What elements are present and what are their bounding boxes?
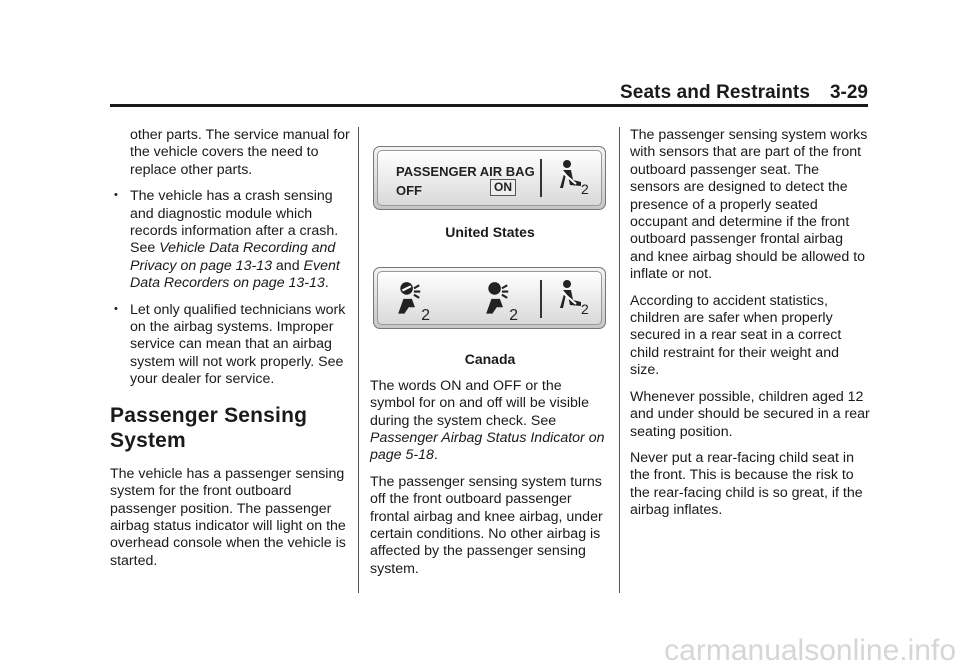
body-paragraph: Never put a rear-facing child seat in the front. This is because the risk to the rear-facing child is so great, if the airbag inflates.: [630, 449, 863, 519]
body-paragraph: The vehicle has a passenger sensing system for the front outboard passenger position. The passenger airbag status indicator will light on the overhead console when the vehicle is started.: [110, 465, 346, 569]
bullet-icon: •: [114, 189, 118, 202]
airbag-indicator-canada: [373, 267, 606, 329]
continued-paragraph: other parts. The service manual for the vehicle covers the need to replace other parts.: [130, 127, 350, 178]
body-paragraph: Whenever possible, children aged 12 and under should be secured in a rear seating position.: [630, 388, 870, 440]
cross-reference-link[interactable]: Passenger Airbag Status Indicator on page 5-18: [370, 430, 605, 464]
column-left: [110, 127, 350, 579]
indicator-divider: [540, 159, 542, 197]
airbag-indicator-us: [373, 146, 606, 210]
column-divider: [619, 127, 620, 593]
figure-caption: Canada: [464, 351, 516, 368]
indicator-divider: [540, 280, 542, 318]
body-paragraph: The passenger sensing system works with sensors that are part of the front outboard passenger seat. The sensors are designed to detect the presence of a properly seated occupant and determine if the front outboard passenger frontal airbag and knee airbag should be allowed to inflate or not.: [630, 127, 868, 283]
indicator-on-label: ON: [490, 179, 516, 196]
indicator-off-label: OFF: [396, 183, 422, 198]
section-heading: Passenger Sensing System: [110, 403, 308, 452]
indicator-label: PASSENGER AIR BAG: [396, 164, 535, 179]
svg-text:2: 2: [421, 307, 431, 323]
seat-belt-passenger-icon: [554, 278, 592, 316]
svg-text:2: 2: [581, 301, 589, 317]
figure-caption: United States: [445, 224, 535, 240]
seat-belt-passenger-icon: [554, 158, 592, 196]
list-item: • The vehicle has a crash sensing and diagnostic module which records information after a crash. See Vehicle Data Recording and Privacy on page 13-13 and Event Data Recorders on page 13-13.: [114, 188, 340, 292]
body-paragraph: According to accident statistics, children are safer when properly secured in a rear seat in a correct child restraint for their weight and size.: [630, 292, 842, 379]
svg-text:2: 2: [581, 181, 589, 196]
column-divider: [358, 127, 359, 593]
body-paragraph: The passenger sensing system turns off the front outboard passenger frontal airbag and knee airbag, under certain conditions. No other airbag is affected by the passenger sensing system.: [370, 473, 603, 577]
column-middle: [370, 132, 610, 587]
svg-text:2: 2: [509, 307, 519, 323]
cross-reference-link[interactable]: Event Data Recorders on page 13-13: [130, 257, 340, 292]
seat-airbag-off-icon: [394, 280, 436, 322]
section-title-header: Seats and Restraints: [620, 82, 810, 103]
list-item: • Let only qualified technicians work on the airbag systems. Improper service can mean that an airbag system will not work properly. See your dealer for service.: [114, 301, 346, 388]
body-paragraph: The words ON and OFF or the symbol for on and off will be visible during the system check. See Passenger Airbag Status Indicator on page 5-18.: [370, 377, 605, 464]
cross-reference-link[interactable]: Vehicle Data Recording and Privacy on page 13-13: [130, 240, 336, 274]
bullet-icon: •: [114, 302, 118, 315]
header-rule: [110, 104, 868, 107]
page-number: 3-29: [829, 82, 868, 103]
watermark: carmanualsonline.info: [664, 634, 956, 667]
column-right: [630, 127, 870, 529]
seat-airbag-on-icon: [482, 280, 524, 322]
